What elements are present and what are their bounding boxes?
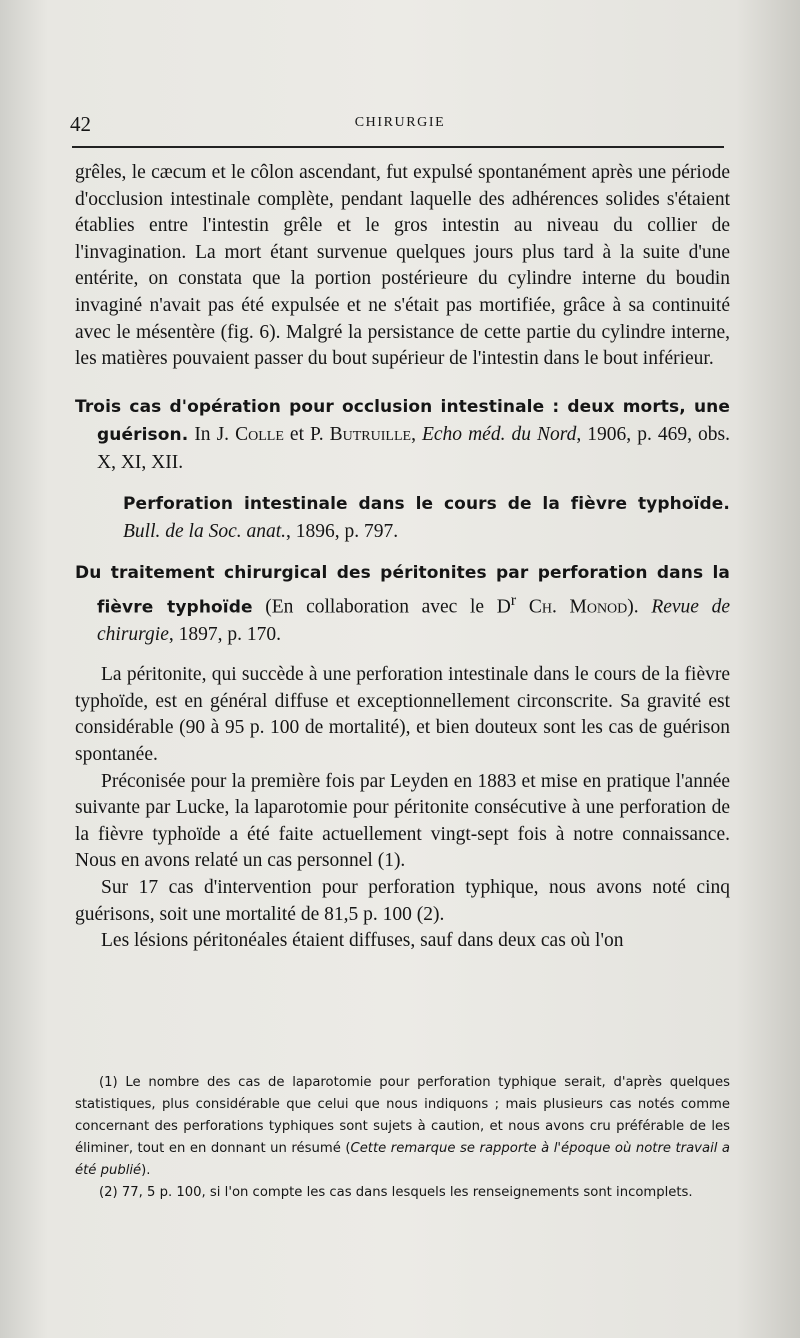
footnote-2: (2) 77, 5 p. 100, si l'on compte les cas dans lesquels les renseignements sont incomplets. bbox=[99, 1185, 693, 1200]
reference-peritonites: Du traitement chirurgical des péritonites par perforation dans la fièvre typhoïde (En collaboration avec le $D^r$ Ch. Monod). Revue de chirurgie, 1897, p. 170. bbox=[75, 562, 730, 646]
reference-occlusion: Trois cas d'opération pour occlusion intestinale : deux morts, une guérison. In J. Colle et P. Butruille, Echo méd. du Nord, 1906, p. 469, obs. X, XI, XII. bbox=[75, 396, 730, 473]
reference-perforation: Perforation intestinale dans le cours de la fièvre typhoïde. Bull. de la Soc. anat., 1896, p. 797. bbox=[123, 493, 730, 542]
body-paragraph: Sur 17 cas d'intervention pour perforation typhique, nous avons noté cinq guérisons, soit une mortalité de 81,5 p. 100 (2). bbox=[75, 877, 730, 925]
header-rule bbox=[72, 146, 724, 148]
reference-title: Trois cas d'opération pour occlusion intestinale : deux morts, une guérison. bbox=[75, 396, 730, 445]
page-number: 42 bbox=[70, 112, 91, 136]
author-name: Butruille bbox=[329, 423, 412, 445]
reference-title: Perforation intestinale dans le cours de la fièvre typhoïde. bbox=[123, 493, 730, 514]
body-paragraph: Préconisée pour la première fois par Leyden en 1883 et mise en pratique l'année suivante par Lucke, la laparotomie pour péritonite consécutive à une perforation de la fièvre typhoïde a été faite actuellement vingt-sept fois à notre connaissance. Nous en avons relaté un cas personnel (1). bbox=[75, 770, 730, 872]
intro-paragraph: grêles, le cæcum et le côlon ascendant, fut expulsé spontanément après une période d'occlusion intestinale complète, pendant laquelle des adhérences solides s'étaient établies entre l'intestin grêle et le gros intestin au niveau du collier de l'invagination. La mort étant survenue quelques jours plus tard à la suite d'une entérite, on constata que la portion postérieure du cylindre interne du boudin invaginé n'avait pas été expulsée et ne s'était pas mortifiée, grâce à sa continuité avec le mésentère (fig. 6). Malgré la persistance de cette partie du cylindre interne, les matières pouvaient passer du bout supérieur de l'intestin dans le bout inférieur. bbox=[75, 162, 730, 370]
body-paragraph: Les lésions péritonéales étaient diffuses, sauf dans deux cas où l'on bbox=[101, 930, 624, 952]
journal-name: Echo méd. du Nord bbox=[421, 423, 577, 445]
journal-name: Revue de chirurgie bbox=[97, 596, 730, 646]
body-paragraph: La péritonite, qui succède à une perforation intestinale dans le cours de la fièvre typhoïde, est en général diffuse et exceptionnellement circonscrite. Sa gravité est considérable (90 à 95 p. 100 de mortalité), et bien douteux sont les cas de guérison spontanée. bbox=[75, 664, 730, 766]
author-name: Ch. Monod bbox=[528, 596, 628, 618]
running-title: CHIRURGIE bbox=[354, 115, 446, 130]
journal-name: Bull. de la Soc. anat. bbox=[123, 520, 287, 542]
footnote-1: (1) Le nombre des cas de laparotomie pour perforation typhique serait, d'après quelques statistiques, plus considérable que celui que nous indiquons ; mais plusieurs cas notés comme concernant des perforations typhiques sont sujets à caution, et nous avons cru préférable de les éliminer, tout en en donnant un résumé (Cette remarque se rapporte à l'époque où notre travail a été publié). bbox=[75, 1075, 730, 1178]
footnotes bbox=[75, 1072, 730, 1204]
author-name: Colle bbox=[235, 423, 284, 445]
page-body bbox=[75, 160, 730, 955]
page-header bbox=[70, 112, 730, 136]
reference-title: Du traitement chirurgical des péritonites par perforation dans la fièvre typhoïde bbox=[75, 562, 730, 618]
